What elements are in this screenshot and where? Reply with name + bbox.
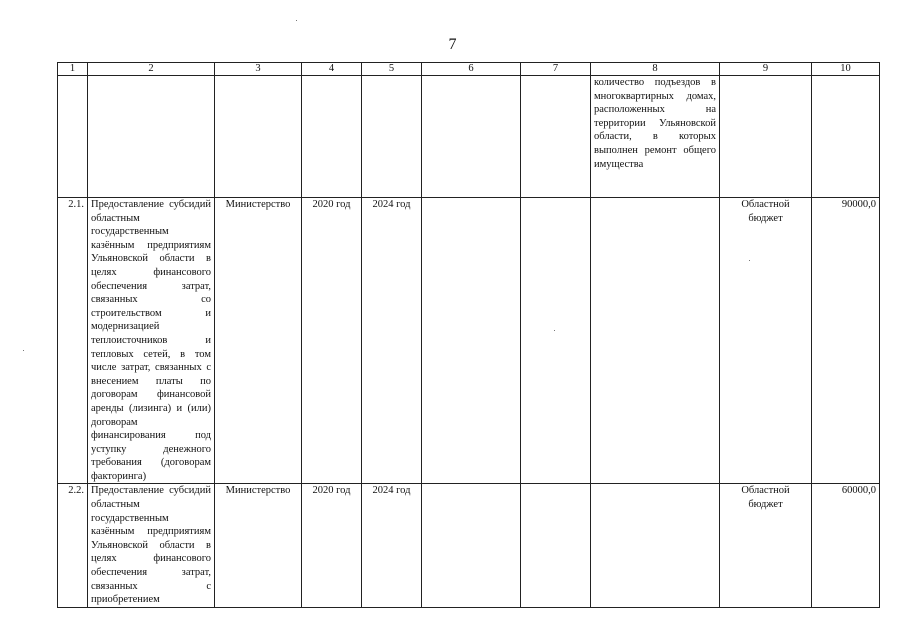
column-number: 1 (58, 63, 88, 76)
scan-speck (749, 260, 750, 261)
row-description: Предоставление субсидий областным государственным казённым предприятиям Ульяновской области в целях финансового обеспечения затрат, связанных со строительством и модернизацией теплоисточников и тепловых сетей, в том числе затрат, связанных с внесением платы по договорам финансовой аренды (лизинга) и (или) договорам финансирования под уступку денежного требования (договорам факторинга) (88, 198, 215, 484)
row-amount: 90000,0 (812, 198, 880, 484)
column-number: 5 (362, 63, 422, 76)
row-number: 2.1. (58, 198, 88, 484)
row-end-year: 2024 год (362, 198, 422, 484)
column-number-row (58, 63, 880, 76)
table-row (58, 198, 880, 484)
row-end-year: 2024 год (362, 484, 422, 607)
scan-speck (554, 330, 555, 331)
column-number: 6 (422, 63, 521, 76)
column-number: 3 (215, 63, 302, 76)
row-funding-source: Областной бюджет (720, 198, 812, 484)
continuation-row (58, 76, 880, 198)
row-start-year: 2020 год (302, 198, 362, 484)
row-funding-source: Областной бюджет (720, 484, 812, 607)
program-table (57, 62, 880, 608)
indicator-text: количество подъездов в многоквартирных домах, расположенных на территории Ульяновской области, в которых выполнен ремонт общего имущества (591, 76, 720, 198)
row-amount: 60000,0 (812, 484, 880, 607)
column-number: 2 (88, 63, 215, 76)
table-row (58, 484, 880, 607)
column-number: 8 (591, 63, 720, 76)
column-number: 10 (812, 63, 880, 76)
scan-speck (23, 350, 24, 351)
row-number: 2.2. (58, 484, 88, 607)
scan-speck (296, 20, 297, 21)
row-executor: Министерство (215, 484, 302, 607)
column-number: 9 (720, 63, 812, 76)
page-number: 7 (448, 36, 457, 53)
row-description: Предоставление субсидий областным государственным казённым предприятиям Ульяновской области в целях финансового обеспечения затрат, связанных с приобретением (88, 484, 215, 607)
row-start-year: 2020 год (302, 484, 362, 607)
row-executor: Министерство (215, 198, 302, 484)
column-number: 7 (521, 63, 591, 76)
column-number: 4 (302, 63, 362, 76)
